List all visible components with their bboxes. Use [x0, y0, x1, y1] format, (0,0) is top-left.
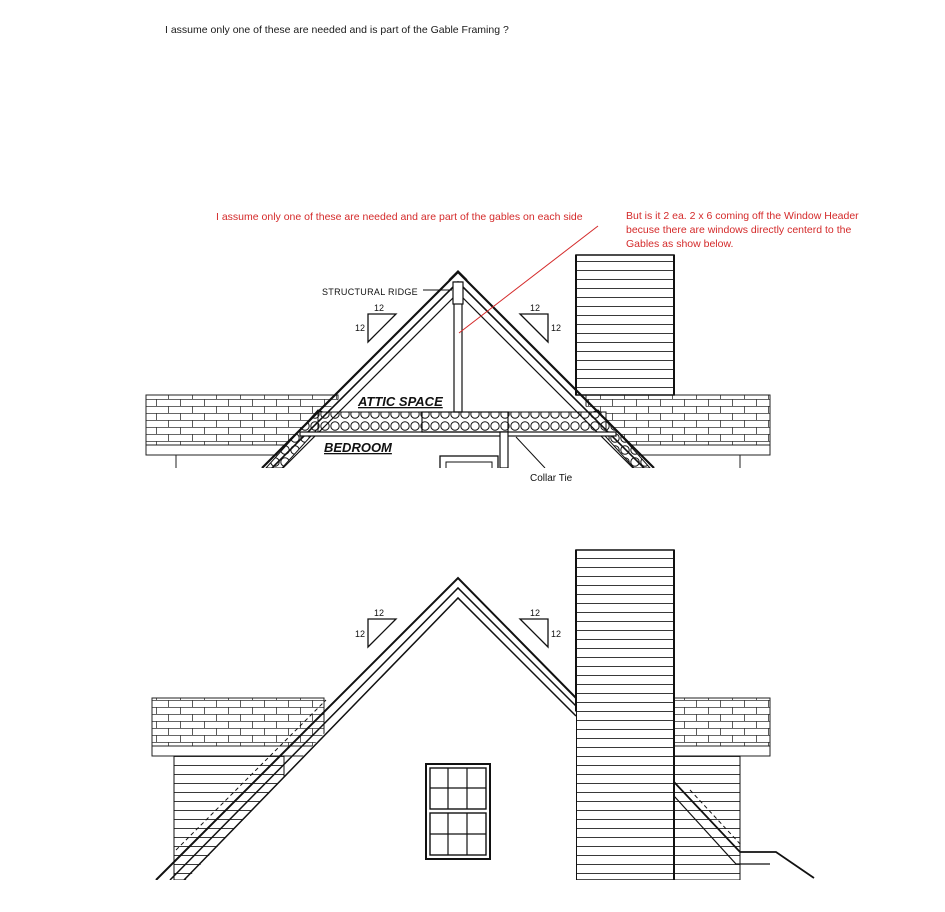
- right-brick-band: [674, 698, 770, 746]
- elevation-left-pitch-run: 12: [355, 629, 366, 639]
- header-note-line-1: But is it 2 ea. 2 x 6 coming off the Window Header: [626, 210, 859, 222]
- header-note-line-3: Gables as show below.: [626, 238, 734, 250]
- section-left-pitch-rise: 12: [374, 303, 385, 313]
- attic-space-label: ATTIC SPACE: [358, 394, 443, 409]
- chimney: [576, 255, 674, 395]
- elevation-drawing: [152, 550, 814, 880]
- top-question-note: I assume only one of these are needed and is part of the Gable Framing ?: [165, 24, 509, 36]
- bedroom-label: BEDROOM: [324, 440, 392, 455]
- gable-note: I assume only one of these are needed and are part of the gables on each side: [216, 211, 583, 223]
- section-right-pitch-rise: 12: [530, 303, 541, 313]
- elevation-left-pitch-rise: 12: [374, 608, 385, 618]
- header-note-line-2: becuse there are windows directly centerd to the: [626, 224, 852, 236]
- collar-tie: [300, 432, 616, 436]
- elevation-right-pitch-run: 12: [551, 629, 562, 639]
- section-drawing: [146, 226, 770, 470]
- collar-tie-label: Collar Tie: [530, 473, 573, 484]
- section-right-pitch-run: 12: [551, 323, 562, 333]
- section-left-pitch-run: 12: [355, 323, 366, 333]
- gable-window: [426, 764, 490, 859]
- structural-ridge-label: STRUCTURAL RIDGE: [322, 287, 418, 297]
- elevation-right-pitch-rise: 12: [530, 608, 541, 618]
- elevation-chimney: [576, 550, 674, 880]
- structural-ridge-beam: [453, 282, 463, 304]
- ceiling-insulation: [318, 412, 606, 432]
